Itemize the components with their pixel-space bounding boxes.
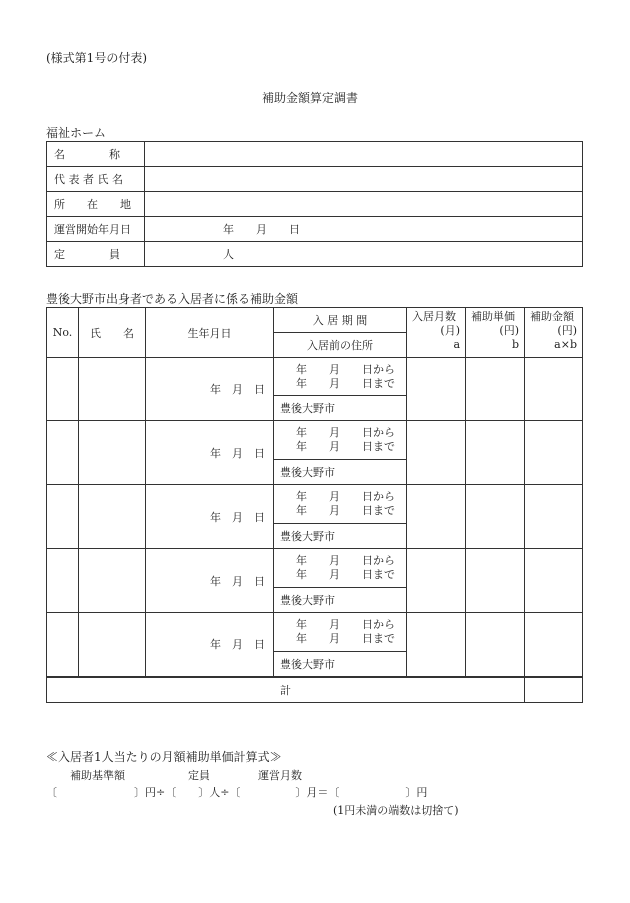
cell-months xyxy=(407,549,466,613)
cell-amount xyxy=(525,421,583,485)
header-unit-price xyxy=(466,308,525,358)
period-from: 年 月 日から xyxy=(296,426,395,439)
residents-section-title: 豊後大野市出身者である入居者に係る補助金額 xyxy=(46,292,299,306)
formula-note: (1円未満の端数は切捨て) xyxy=(333,804,459,817)
header-no: No. xyxy=(47,308,79,358)
cell-birth: 年 月 日 xyxy=(146,485,274,549)
cell-no xyxy=(47,485,79,549)
period-from: 年 月 日から xyxy=(296,490,395,503)
cell-address: 豊後大野市 xyxy=(274,652,407,677)
cell-months xyxy=(407,358,466,421)
cell-birth: 年 月 日 xyxy=(146,549,274,613)
value-representative xyxy=(145,167,583,192)
cell-no xyxy=(47,421,79,485)
cell-unit-price xyxy=(466,485,525,549)
value-capacity: 人 xyxy=(145,242,583,267)
basic-row-address xyxy=(47,192,583,217)
cell-unit-price xyxy=(466,549,525,613)
header-amount-label: 補助金額 xyxy=(530,310,574,323)
cell-period xyxy=(274,358,407,396)
cell-name xyxy=(79,549,146,613)
header-amount-key: a×b xyxy=(554,338,577,351)
table-row xyxy=(47,485,583,524)
cell-months xyxy=(407,485,466,549)
cell-months xyxy=(407,421,466,485)
period-to: 年 月 日まで xyxy=(296,568,395,581)
header-unit-price-label: 補助単価 xyxy=(471,310,515,323)
cell-birth: 年 月 日 xyxy=(146,358,274,421)
header-months-unit: (月) xyxy=(440,324,460,337)
label-capacity: 定 員 xyxy=(47,242,145,267)
cell-birth: 年 月 日 xyxy=(146,613,274,677)
residents-table xyxy=(46,307,583,703)
cell-no xyxy=(47,549,79,613)
label-address: 所 在 地 xyxy=(47,192,145,217)
header-months xyxy=(407,308,466,358)
formula-label-capacity: 定員 xyxy=(188,769,210,782)
label-start-date: 運営開始年月日 xyxy=(47,217,145,242)
label-representative: 代 表 者 氏 名 xyxy=(47,167,145,192)
header-name: 氏 名 xyxy=(79,308,146,358)
period-from: 年 月 日から xyxy=(296,362,395,376)
header-months-label: 入居月数 xyxy=(412,310,456,323)
value-start-date: 年 月 日 xyxy=(145,217,583,242)
formula-expression: 〔 〕円÷〔 〕人÷〔 〕月＝〔 〕円 xyxy=(46,786,428,799)
total-label: 計 xyxy=(47,677,525,703)
header-unit-price-key: b xyxy=(511,338,519,351)
header-unit-price-unit: (円) xyxy=(499,324,519,337)
header-months-key: a xyxy=(453,338,460,351)
formula-title: ≪入居者1人当たりの月額補助単価計算式≫ xyxy=(46,750,282,764)
period-from: 年 月 日から xyxy=(296,554,395,567)
cell-period xyxy=(274,549,407,588)
cell-name xyxy=(79,421,146,485)
value-name xyxy=(145,142,583,167)
table-row xyxy=(47,358,583,396)
period-to: 年 月 日まで xyxy=(296,504,395,517)
cell-amount xyxy=(525,358,583,421)
cell-name xyxy=(79,485,146,549)
cell-amount xyxy=(525,549,583,613)
value-address xyxy=(145,192,583,217)
period-to: 年 月 日まで xyxy=(296,632,395,645)
cell-amount xyxy=(525,613,583,677)
basic-row-capacity xyxy=(47,242,583,267)
cell-period xyxy=(274,485,407,524)
basic-row-start-date xyxy=(47,217,583,242)
cell-address: 豊後大野市 xyxy=(274,396,407,421)
header-prev-address: 入居前の住所 xyxy=(274,333,407,358)
formula-label-base: 補助基準額 xyxy=(70,769,125,782)
formula-label-months: 運営月数 xyxy=(258,769,302,782)
table-row xyxy=(47,613,583,652)
cell-period xyxy=(274,421,407,460)
cell-no xyxy=(47,613,79,677)
period-to: 年 月 日まで xyxy=(296,376,395,390)
cell-no xyxy=(47,358,79,421)
period-to: 年 月 日まで xyxy=(296,440,395,453)
cell-unit-price xyxy=(466,421,525,485)
cell-unit-price xyxy=(466,358,525,421)
cell-address: 豊後大野市 xyxy=(274,460,407,485)
cell-birth: 年 月 日 xyxy=(146,421,274,485)
total-row xyxy=(47,677,583,703)
period-from: 年 月 日から xyxy=(296,618,395,631)
home-label: 福祉ホーム xyxy=(46,126,107,140)
cell-period xyxy=(274,613,407,652)
header-amount xyxy=(525,308,583,358)
basic-info-table xyxy=(46,141,583,267)
total-amount xyxy=(525,677,583,703)
header-period: 入 居 期 間 xyxy=(274,308,407,333)
header-amount-unit: (円) xyxy=(557,324,577,337)
label-name: 名 称 xyxy=(47,142,145,167)
basic-row-representative xyxy=(47,167,583,192)
cell-name xyxy=(79,358,146,421)
basic-row-name xyxy=(47,142,583,167)
cell-unit-price xyxy=(466,613,525,677)
cell-amount xyxy=(525,485,583,549)
cell-address: 豊後大野市 xyxy=(274,524,407,549)
form-id: (様式第1号の付表) xyxy=(46,51,147,65)
header-birth: 生年月日 xyxy=(146,308,274,358)
cell-name xyxy=(79,613,146,677)
cell-months xyxy=(407,613,466,677)
table-row xyxy=(47,421,583,460)
header-row xyxy=(47,308,583,333)
cell-address: 豊後大野市 xyxy=(274,588,407,613)
table-row xyxy=(47,549,583,588)
document-title: 補助金額算定調書 xyxy=(262,91,359,105)
